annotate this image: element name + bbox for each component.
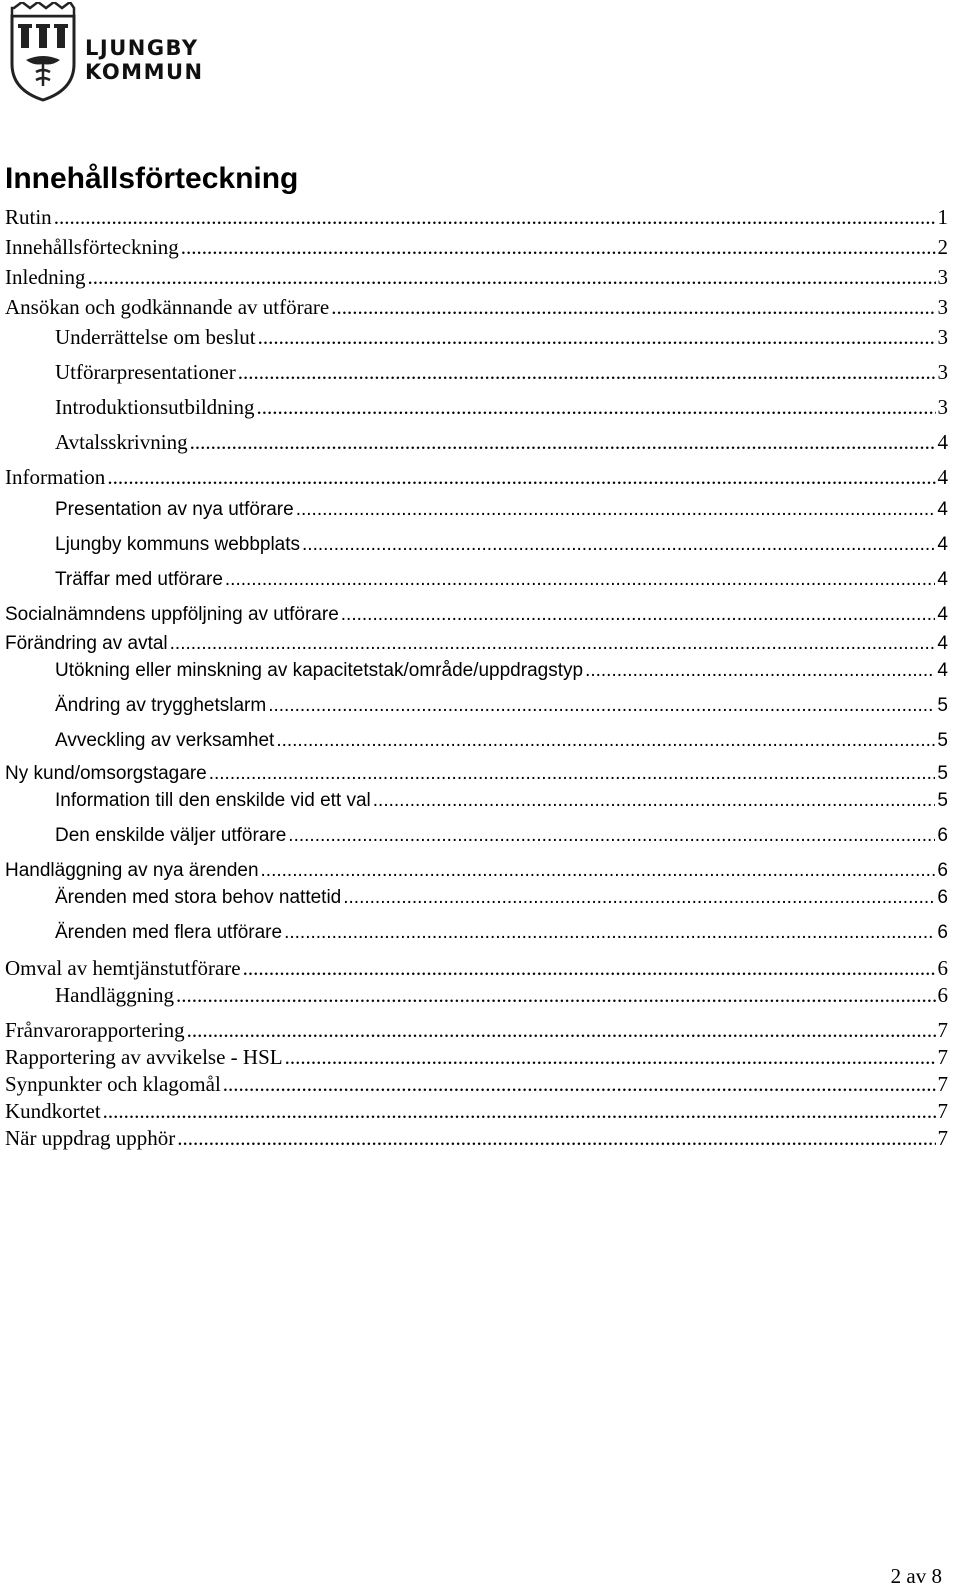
toc-entry-page: 6	[937, 825, 948, 846]
dot-leader	[87, 263, 935, 291]
toc-entry-title: Introduktionsutbildning	[55, 395, 255, 419]
toc-entry[interactable]	[55, 981, 948, 1009]
toc-entry-title: Information	[5, 465, 106, 489]
toc-entry-page: 4	[937, 604, 948, 625]
toc-entry-title: Avveckling av verksamhet	[55, 730, 275, 751]
toc-entry-page: 6	[937, 983, 948, 1007]
dot-leader	[257, 393, 936, 421]
toc-entry-page: 3	[937, 325, 948, 349]
toc-entry[interactable]	[55, 692, 948, 720]
toc-entry[interactable]	[5, 1043, 948, 1071]
dot-leader	[176, 981, 936, 1009]
toc-entry-title: Socialnämndens uppföljning av utförare	[5, 604, 339, 625]
toc-entry-title: Rutin	[5, 205, 52, 229]
toc-entry-title: Ansökan och godkännande av utförare	[5, 295, 330, 319]
dot-leader	[585, 657, 935, 685]
toc-entry[interactable]	[55, 428, 948, 456]
toc-entry-page: 7	[937, 1072, 948, 1096]
toc-entry-title: Ny kund/omsorgstagare	[5, 763, 207, 784]
toc-entry-page: 5	[937, 763, 948, 784]
toc-entry-page: 7	[937, 1018, 948, 1042]
toc-entry-page: 7	[937, 1099, 948, 1123]
toc-entry-title: Kundkortet	[5, 1099, 101, 1123]
toc-entry-title: Underrättelse om beslut	[55, 325, 256, 349]
toc-entry-page: 4	[937, 499, 948, 520]
toc-entry-title: Träffar med utförare	[55, 569, 223, 590]
toc-entry-title: Frånvarorapportering	[5, 1018, 185, 1042]
dot-leader	[223, 1070, 936, 1098]
dot-leader	[177, 1124, 935, 1152]
toc-entry-title: Omval av hemtjänstutförare	[5, 956, 241, 980]
toc-entry-title: När uppdrag upphör	[5, 1126, 176, 1150]
dot-leader	[261, 857, 936, 885]
toc-entry-page: 3	[937, 295, 948, 319]
dot-leader	[187, 1016, 936, 1044]
toc-entry[interactable]	[55, 358, 948, 386]
toc-entry-title: Handläggning	[55, 983, 174, 1007]
dot-leader	[225, 566, 936, 594]
toc-entry-page: 1	[937, 205, 948, 229]
dot-leader	[341, 601, 936, 629]
toc-entry[interactable]	[55, 531, 948, 559]
toc-entry[interactable]	[55, 496, 948, 524]
logo-line-kommun: KOMMUN	[85, 60, 204, 84]
toc-heading: Innehållsförteckning	[5, 162, 299, 195]
toc-entry-page: 4	[937, 660, 948, 681]
toc-entry-page: 6	[937, 956, 948, 980]
toc-entry[interactable]	[5, 463, 948, 491]
toc-entry[interactable]	[5, 1124, 948, 1152]
toc-entry[interactable]	[55, 566, 948, 594]
toc-entry-page: 4	[937, 430, 948, 454]
dot-leader	[302, 531, 935, 559]
toc-entry-title: Rapportering av avvikelse - HSL	[5, 1045, 283, 1069]
dot-leader	[296, 496, 936, 524]
dot-leader	[238, 358, 936, 386]
toc-entry-title: Synpunkter och klagomål	[5, 1072, 221, 1096]
toc-entry[interactable]	[5, 233, 948, 261]
toc-entry-page: 4	[937, 465, 948, 489]
toc-entry-title: Presentation av nya utförare	[55, 499, 294, 520]
toc-entry[interactable]	[5, 263, 948, 291]
toc-entry-title: Ändring av trygghetslarm	[55, 695, 267, 716]
dot-leader	[170, 630, 936, 658]
toc-entry-page: 7	[937, 1045, 948, 1069]
toc-entry-title: Förändring av avtal	[5, 633, 168, 654]
toc-entry[interactable]	[55, 727, 948, 755]
dot-leader	[373, 787, 936, 815]
toc-entry[interactable]	[55, 919, 948, 947]
toc-entry-page: 5	[937, 790, 948, 811]
toc-entry-title: Inledning	[5, 265, 86, 289]
toc-entry-title: Avtalsskrivning	[55, 430, 188, 454]
toc-entry-title: Information till den enskilde vid ett val	[55, 790, 371, 811]
toc-entry[interactable]	[55, 657, 948, 685]
dot-leader	[268, 692, 935, 720]
dot-leader	[285, 1043, 936, 1071]
dot-leader	[288, 822, 935, 850]
toc-entry[interactable]	[5, 760, 948, 788]
toc-entry-page: 2	[937, 235, 948, 259]
toc-entry[interactable]	[5, 1070, 948, 1098]
dot-leader	[181, 233, 936, 261]
toc-entry-page: 6	[937, 860, 948, 881]
toc-entry-page: 4	[937, 633, 948, 654]
toc-entry-title: Handläggning av nya ärenden	[5, 860, 259, 881]
toc-entry-page: 3	[937, 360, 948, 384]
toc-entry-title: Utökning eller minskning av kapacitetstak/område/uppdragstyp	[55, 660, 584, 681]
toc-entry[interactable]	[5, 857, 948, 885]
toc-entry-title: Utförarpresentationer	[55, 360, 236, 384]
dot-leader	[343, 884, 935, 912]
dot-leader	[103, 1097, 936, 1125]
toc-entry[interactable]	[55, 787, 948, 815]
toc-entry-title: Ärenden med flera utförare	[55, 922, 283, 943]
dot-leader	[190, 428, 936, 456]
toc-entry-page: 5	[937, 730, 948, 751]
dot-leader	[258, 323, 936, 351]
dot-leader	[243, 954, 936, 982]
toc-entry-page: 4	[937, 534, 948, 555]
toc-entry[interactable]	[55, 822, 948, 850]
toc-entry-title: Ljungby kommuns webbplats	[55, 534, 301, 555]
toc-entry[interactable]	[5, 293, 948, 321]
toc-entry[interactable]	[5, 1016, 948, 1044]
toc-entry-title: Innehållsförteckning	[5, 235, 179, 259]
toc-entry-page: 5	[937, 695, 948, 716]
toc-entry[interactable]	[5, 601, 948, 629]
toc-entry-page: 6	[937, 887, 948, 908]
toc-entry[interactable]	[55, 393, 948, 421]
toc-entry[interactable]	[5, 954, 948, 982]
page-number-indicator: 2 av 8	[890, 1564, 942, 1588]
dot-leader	[54, 203, 936, 231]
dot-leader	[276, 727, 935, 755]
toc-entry-title: Ärenden med stora behov nattetid	[55, 887, 342, 908]
dot-leader	[107, 463, 935, 491]
toc-entry-page: 4	[937, 569, 948, 590]
toc-entry[interactable]	[5, 630, 948, 658]
dot-leader	[331, 293, 935, 321]
toc-entry[interactable]	[5, 203, 948, 231]
toc-entry[interactable]	[55, 323, 948, 351]
logo-line-ljungby: LJUNGBY	[85, 36, 199, 60]
toc-entry[interactable]	[5, 1097, 948, 1125]
toc-entry-title: Den enskilde väljer utförare	[55, 825, 287, 846]
toc-entry-page: 7	[937, 1126, 948, 1150]
dot-leader	[209, 760, 936, 788]
dot-leader	[284, 919, 935, 947]
toc-entry-page: 3	[937, 395, 948, 419]
toc-entry-page: 3	[937, 265, 948, 289]
toc-entry[interactable]	[55, 884, 948, 912]
toc-entry-page: 6	[937, 922, 948, 943]
